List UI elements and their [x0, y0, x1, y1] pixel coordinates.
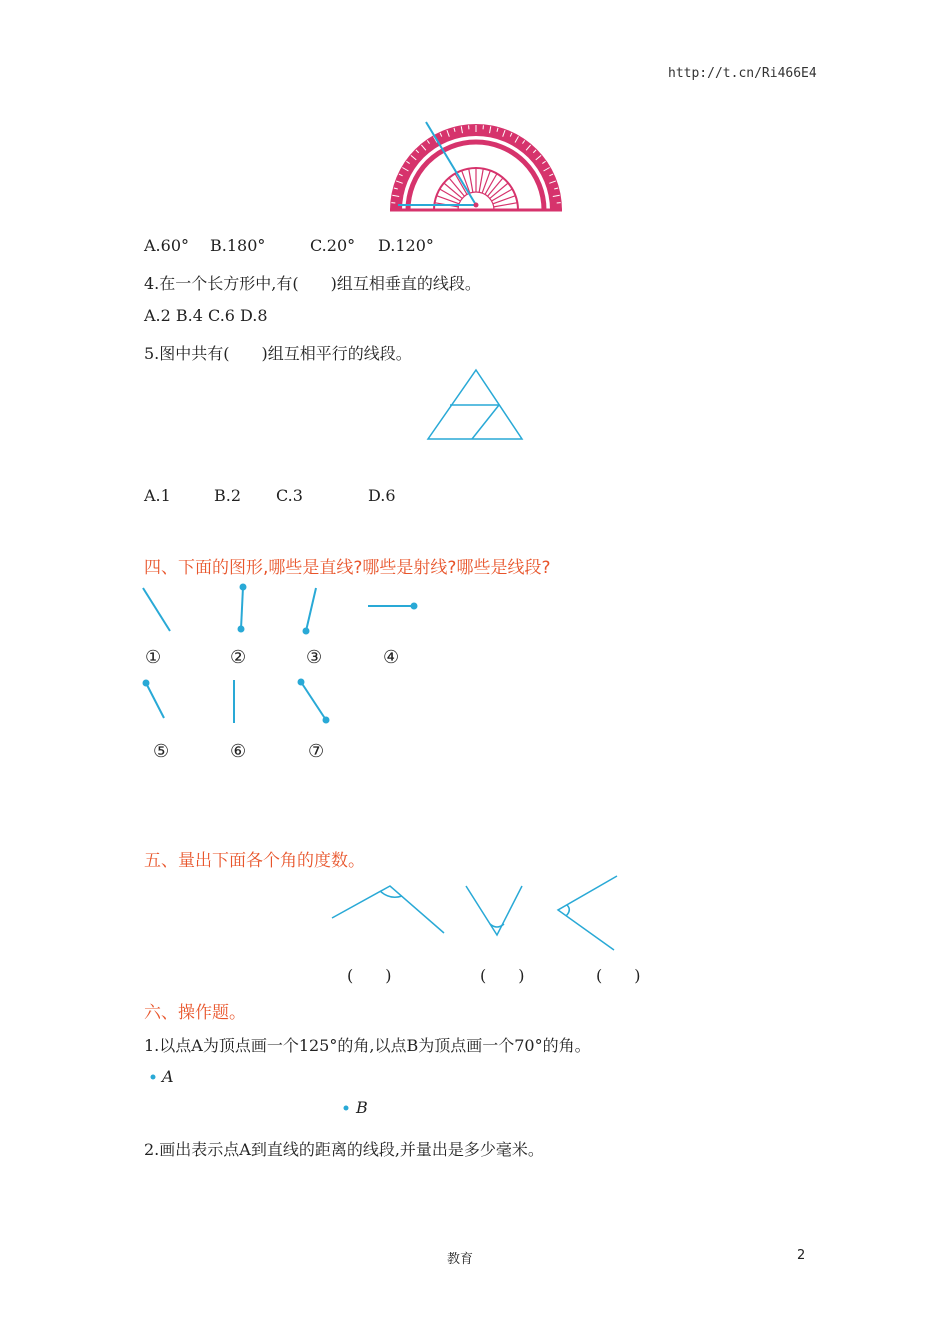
section5-title: 五、量出下面各个角的度数。: [144, 851, 365, 871]
point-a-dot: [151, 1075, 156, 1080]
figure-label-2: ②: [230, 647, 247, 668]
section6-title: 六、操作题。: [144, 1003, 246, 1023]
q3-option-d: D.120°: [378, 236, 434, 255]
page-number: 2: [797, 1248, 806, 1263]
figure-label-1: ①: [145, 647, 162, 668]
q5-option-b: B.2: [214, 486, 242, 505]
figure-label-3: ③: [306, 647, 323, 668]
point-b-label: B: [356, 1098, 368, 1117]
q3-option-a: A.60°: [144, 236, 189, 255]
angle-2-blank: ( ): [480, 966, 525, 985]
q5-text: 5.图中共有( )组互相平行的线段。: [144, 344, 412, 363]
header-url: http://t.cn/Ri466E4: [668, 66, 817, 81]
footer-center: 教育: [447, 1252, 474, 1267]
q3-option-c: C.20°: [310, 236, 356, 255]
figure-label-6: ⑥: [230, 741, 247, 762]
figure-label-5: ⑤: [153, 741, 170, 762]
q5-option-a: A.1: [144, 486, 171, 505]
point-b-dot: [344, 1106, 349, 1111]
angle-1-blank: ( ): [347, 966, 392, 985]
q5-option-c: C.3: [276, 486, 303, 505]
section6-q2: 2.画出表示点A到直线的距离的线段,并量出是多少毫米。: [144, 1140, 544, 1159]
angle-3-blank: ( ): [596, 966, 641, 985]
q4-text: 4.在一个长方形中,有( )组互相垂直的线段。: [144, 274, 481, 293]
section6-q1: 1.以点A为顶点画一个125°的角,以点B为顶点画一个70°的角。: [144, 1036, 591, 1055]
figure-label-4: ④: [383, 647, 400, 668]
q3-option-b: B.180°: [210, 236, 266, 255]
point-a-label: A: [162, 1067, 174, 1086]
q4-options: A.2 B.4 C.6 D.8: [144, 306, 268, 325]
section4-title: 四、下面的图形,哪些是直线?哪些是射线?哪些是线段?: [144, 558, 551, 578]
figure-label-7: ⑦: [308, 741, 325, 762]
q5-option-d: D.6: [368, 486, 396, 505]
